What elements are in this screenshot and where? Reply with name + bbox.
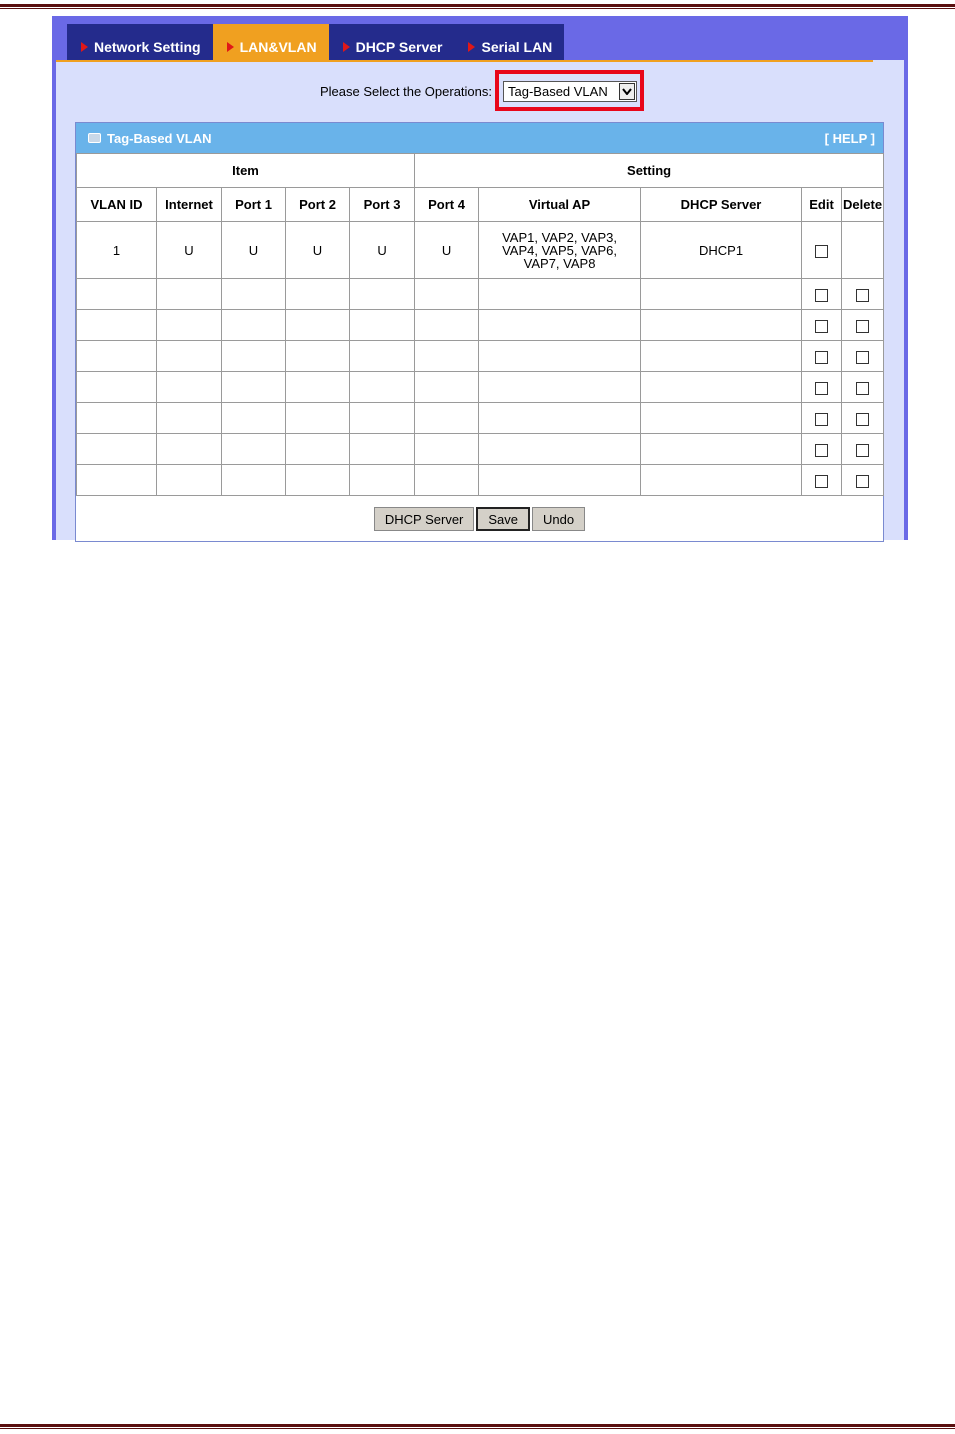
table-cell [802, 465, 842, 496]
edit-checkbox[interactable] [815, 413, 828, 426]
operations-select[interactable] [503, 81, 637, 102]
save-button[interactable]: Save [476, 507, 530, 531]
cell-delete [842, 222, 884, 279]
table-cell [157, 310, 222, 341]
table-row [77, 341, 884, 372]
table-cell [842, 465, 884, 496]
tab-dhcp-server[interactable] [329, 24, 455, 60]
table-cell [286, 310, 350, 341]
table-cell [641, 403, 802, 434]
arrow-icon [468, 42, 475, 52]
table-cell [286, 403, 350, 434]
edit-checkbox[interactable] [815, 475, 828, 488]
table-cell [842, 434, 884, 465]
table-cell [479, 372, 641, 403]
table-cell [479, 403, 641, 434]
table-row [77, 372, 884, 403]
virtual-ap-text: VAP1, VAP2, VAP3, VAP4, VAP5, VAP6, VAP7, VAP8 [502, 229, 617, 271]
table-cell [157, 372, 222, 403]
table-cell [77, 434, 157, 465]
vlan-table [76, 153, 884, 496]
table-cell [157, 403, 222, 434]
empty-rows [77, 279, 884, 496]
table-cell [222, 279, 286, 310]
bottom-rule-thin [0, 1428, 955, 1429]
col-port2: Port 2 [286, 188, 350, 222]
cell-port2: U [286, 222, 350, 279]
tab-label: DHCP Server [355, 39, 443, 55]
table-cell [350, 403, 415, 434]
operations-label: Please Select the Operations: [320, 84, 492, 99]
delete-checkbox[interactable] [856, 475, 869, 488]
table-cell [222, 403, 286, 434]
cell-dhcp-server: DHCP1 [641, 222, 802, 279]
panel-title-text: Tag-Based VLAN [107, 130, 212, 146]
cell-edit [802, 222, 842, 279]
table-cell [77, 310, 157, 341]
tab-underline [56, 60, 873, 62]
edit-checkbox[interactable] [815, 382, 828, 395]
table-cell [77, 403, 157, 434]
tab-label: LAN&VLAN [239, 39, 317, 55]
table-cell [350, 434, 415, 465]
tab-bar [67, 24, 564, 60]
table-row [77, 222, 884, 279]
table-cell [77, 372, 157, 403]
col-dhcp-server: DHCP Server [641, 188, 802, 222]
table-cell [350, 310, 415, 341]
table-cell [415, 341, 479, 372]
table-cell [157, 279, 222, 310]
table-cell [286, 434, 350, 465]
cell-port1: U [222, 222, 286, 279]
group-header-item: Item [77, 154, 415, 188]
operations-select-value: Tag-Based VLAN [508, 84, 608, 99]
top-rule [0, 4, 955, 7]
table-cell [222, 434, 286, 465]
table-cell [479, 465, 641, 496]
tab-serial-lan[interactable] [454, 24, 564, 60]
table-cell [641, 434, 802, 465]
table-row [77, 465, 884, 496]
table-cell [350, 465, 415, 496]
top-rule-thin [0, 8, 955, 9]
tab-network-setting[interactable] [67, 24, 213, 60]
cell-virtual-ap [479, 222, 641, 279]
table-cell [350, 279, 415, 310]
button-row [76, 507, 883, 531]
table-cell [842, 279, 884, 310]
panel-header [76, 123, 883, 153]
cell-vlan-id: 1 [77, 222, 157, 279]
col-internet: Internet [157, 188, 222, 222]
table-cell [415, 372, 479, 403]
table-cell [286, 279, 350, 310]
col-port3: Port 3 [350, 188, 415, 222]
cell-internet: U [157, 222, 222, 279]
table-cell [479, 279, 641, 310]
table-cell [157, 341, 222, 372]
table-cell [415, 434, 479, 465]
table-cell [415, 310, 479, 341]
table-cell [350, 341, 415, 372]
table-cell [77, 341, 157, 372]
table-cell [77, 279, 157, 310]
operations-row [320, 84, 492, 99]
col-port4: Port 4 [415, 188, 479, 222]
table-cell [286, 465, 350, 496]
panel-icon [88, 133, 101, 143]
table-cell [641, 465, 802, 496]
col-vlan-id: VLAN ID [77, 188, 157, 222]
table-cell [802, 279, 842, 310]
panel-title [88, 131, 212, 146]
table-cell [350, 372, 415, 403]
chevron-down-icon[interactable] [619, 83, 635, 100]
help-link[interactable]: [ HELP ] [824, 130, 875, 146]
delete-checkbox[interactable] [856, 351, 869, 364]
table-cell [842, 403, 884, 434]
table-cell [77, 465, 157, 496]
table-cell [286, 372, 350, 403]
arrow-icon [227, 42, 234, 52]
arrow-icon [81, 42, 88, 52]
table-cell [415, 279, 479, 310]
table-cell [802, 341, 842, 372]
dhcp-server-button[interactable]: DHCP Server [374, 507, 475, 531]
tag-based-vlan-panel [75, 122, 884, 542]
tab-label: Serial LAN [481, 39, 553, 55]
table-cell [415, 465, 479, 496]
edit-checkbox[interactable] [815, 245, 828, 258]
cell-port3: U [350, 222, 415, 279]
delete-checkbox[interactable] [856, 289, 869, 302]
col-virtual-ap: Virtual AP [479, 188, 641, 222]
delete-checkbox[interactable] [856, 320, 869, 333]
table-cell [479, 310, 641, 341]
delete-checkbox[interactable] [856, 382, 869, 395]
tab-label: Network Setting [94, 39, 201, 55]
table-cell [157, 465, 222, 496]
col-edit: Edit [802, 188, 842, 222]
table-cell [641, 310, 802, 341]
table-cell [222, 465, 286, 496]
table-cell [802, 310, 842, 341]
table-cell [641, 341, 802, 372]
table-cell [842, 310, 884, 341]
bottom-rule [0, 1424, 955, 1427]
table-cell [479, 434, 641, 465]
table-cell [479, 341, 641, 372]
col-port1: Port 1 [222, 188, 286, 222]
table-cell [641, 372, 802, 403]
table-cell [222, 341, 286, 372]
table-cell [415, 403, 479, 434]
edit-checkbox[interactable] [815, 444, 828, 457]
table-row [77, 403, 884, 434]
arrow-icon [343, 42, 350, 52]
edit-checkbox[interactable] [815, 351, 828, 364]
table-cell [222, 372, 286, 403]
table-cell [802, 434, 842, 465]
table-row [77, 310, 884, 341]
table-row [77, 279, 884, 310]
cell-port4: U [415, 222, 479, 279]
col-delete: Delete [842, 188, 884, 222]
tab-lan-vlan[interactable] [213, 24, 329, 60]
table-cell [157, 434, 222, 465]
table-cell [641, 279, 802, 310]
table-cell [842, 372, 884, 403]
table-cell [802, 372, 842, 403]
edit-checkbox[interactable] [815, 320, 828, 333]
undo-button[interactable]: Undo [532, 507, 585, 531]
table-cell [222, 310, 286, 341]
table-cell [286, 341, 350, 372]
table-cell [802, 403, 842, 434]
delete-checkbox[interactable] [856, 413, 869, 426]
group-header-setting: Setting [415, 154, 884, 188]
delete-checkbox[interactable] [856, 444, 869, 457]
table-row [77, 434, 884, 465]
table-cell [842, 341, 884, 372]
edit-checkbox[interactable] [815, 289, 828, 302]
